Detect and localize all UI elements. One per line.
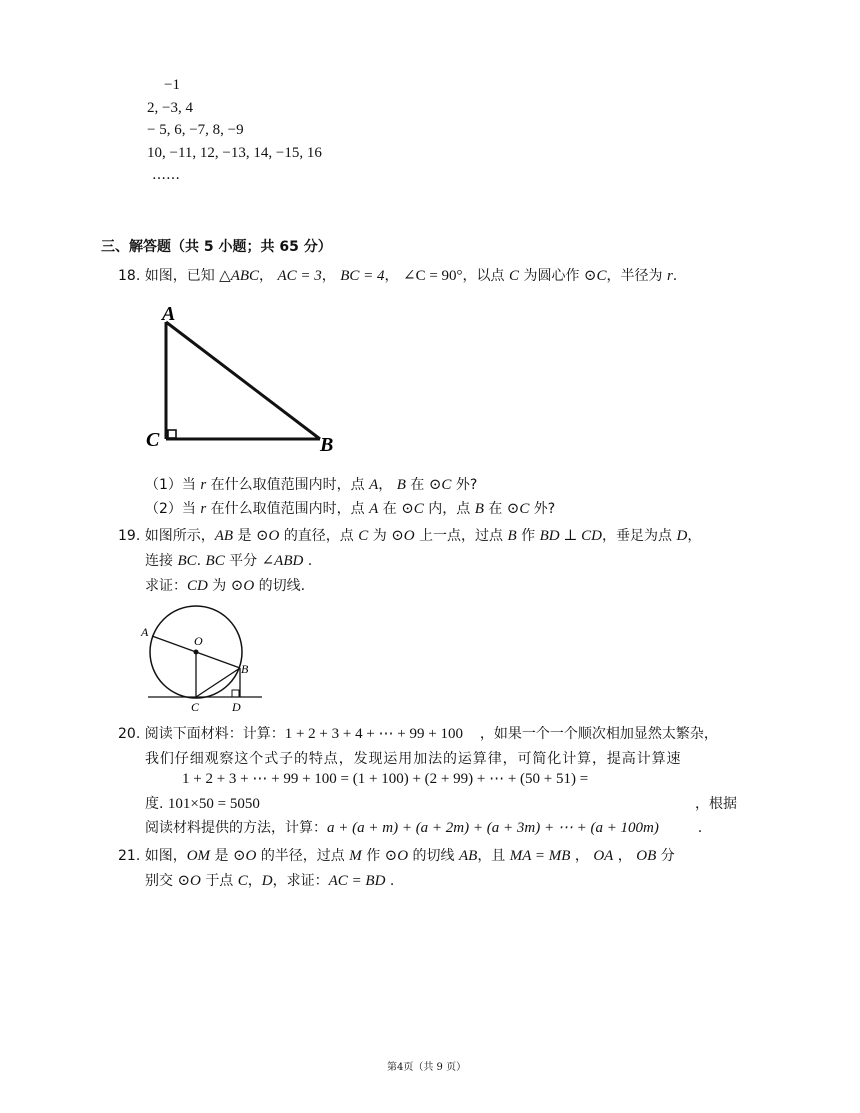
q20-text: ，如果一个一个顺次相加显然太繁杂， <box>479 726 718 742</box>
q19-math: D <box>676 528 688 544</box>
q21-math: MA = MB <box>509 848 571 864</box>
q21-math: M <box>349 848 362 864</box>
q18-math: AC = 3 <box>277 268 322 284</box>
q18-p1-math: ⊙C <box>428 477 452 493</box>
q19-math: BC <box>177 553 197 569</box>
q18-number: 18. <box>118 268 141 284</box>
q18-text: 如图，已知 <box>144 268 215 284</box>
q18-part-1 <box>145 474 477 494</box>
q20-text: 阅读下面材料：计算： <box>144 726 285 742</box>
q18-label-a: A <box>162 303 176 325</box>
q18-p1-math: r <box>200 477 207 493</box>
q18-right-angle-mark <box>168 430 176 438</box>
q21-text: 别交 <box>145 873 173 889</box>
q19-text: 如图所示， <box>144 528 215 544</box>
q18-figure-triangle <box>140 300 360 460</box>
q18-p1-text: （1）当 <box>145 477 196 493</box>
q19-label-o: O <box>194 634 203 648</box>
q20-math: 101×50 = 5050 <box>167 796 260 812</box>
q18-p2-math: ⊙C <box>401 501 424 517</box>
q18-math: ⊙C <box>583 268 607 284</box>
q20-number: 20. <box>118 726 141 742</box>
q18-math: △ABC <box>219 268 260 284</box>
q18-p1-math: A <box>369 477 379 493</box>
q20-line-1 <box>118 723 718 743</box>
q18-p2-text: （2）当 <box>145 501 196 517</box>
q19-text: ，垂足为点 <box>602 528 673 544</box>
q20-line-4 <box>145 793 745 813</box>
q19-math: ⊙O <box>230 578 255 594</box>
q19-number: 19. <box>118 528 141 544</box>
q19-math: BC <box>205 553 225 569</box>
q19-text: 的切线. <box>258 578 306 594</box>
q18-text: ， <box>321 268 336 284</box>
q21-math: AC = BD <box>328 873 386 889</box>
q18-p2-math: B <box>474 501 484 517</box>
q21-text: 的切线 <box>412 848 455 864</box>
q18-p1-text: 在什么取值范围内时，点 <box>210 477 365 493</box>
q18-label-b: B <box>320 434 334 456</box>
q19-math: B <box>507 528 517 544</box>
q21-math: ⊙O <box>177 873 201 889</box>
q21-text: 分 <box>660 848 675 864</box>
page-footer: 第4页（共 9 页） <box>387 1062 467 1073</box>
q18-text: . <box>672 268 678 284</box>
q21-math: D <box>261 873 273 889</box>
q20-line-2: 我们仔细观察这个式子的特点，发现运用加法的运算律，可简化计算，提高计算速 <box>145 751 682 767</box>
q19-label-b: B <box>241 662 249 676</box>
q19-line-2 <box>145 550 312 570</box>
q18-text: ，以点 <box>462 268 505 284</box>
q19-math: C <box>358 528 369 544</box>
q18-label-c: C <box>146 429 160 451</box>
q19-text: ， <box>687 528 702 544</box>
q20-math: a + (a + m) + (a + 2m) + (a + 3m) + ⋯ + (a + 100m) <box>327 820 659 836</box>
q21-math: AB <box>458 848 478 864</box>
q18-side-ab <box>166 322 320 439</box>
q18-p2-text: 在什么取值范围内时，点 <box>210 501 365 517</box>
q20-equation: 1 + 2 + 3 + ⋯ + 99 + 100 = (1 + 100) + (2 + 99) + ⋯ + (50 + 51) = <box>182 771 589 787</box>
q18-p2-math: r <box>200 501 207 517</box>
q21-text: 于点 <box>205 873 234 889</box>
q18-p1-math: B <box>396 477 406 493</box>
q19-text: 上一点，过点 <box>419 528 504 544</box>
q19-label-d: D <box>232 700 241 714</box>
q19-line-3 <box>145 575 305 595</box>
q21-math: OA <box>593 848 614 864</box>
q21-text: . <box>389 873 395 889</box>
q19-text: 平分 <box>229 553 258 569</box>
q21-text: ， <box>247 873 262 889</box>
q18-math: ∠C = 90° <box>403 268 463 284</box>
q21-math: ⊙O <box>232 848 257 864</box>
q21-text: 的半径，过点 <box>260 848 345 864</box>
q18-text: ，半径为 <box>606 268 663 284</box>
q18-p1-text: 外? <box>455 477 478 493</box>
q18-text: ， <box>259 268 274 284</box>
q21-line-1 <box>118 845 675 865</box>
q18-line <box>118 265 677 285</box>
q19-math: ∠ABD <box>261 553 304 569</box>
q19-math: ⊙O <box>391 528 415 544</box>
q19-line-1 <box>118 525 701 545</box>
q21-line-2 <box>145 870 394 890</box>
q19-text: . <box>307 553 313 569</box>
q19-math: AB <box>214 528 234 544</box>
q21-text: ， <box>574 848 589 864</box>
q19-figure-circle <box>138 602 268 714</box>
q21-math: ⊙O <box>384 848 409 864</box>
q19-math: ⊙O <box>255 528 280 544</box>
q19-text: 求证： <box>145 578 187 594</box>
q18-math: r <box>666 268 673 284</box>
q19-text: 的直径，点 <box>283 528 354 544</box>
q19-text: 作 <box>521 528 536 544</box>
section-title: 三、解答题（共 5 小题；共 65 分） <box>101 239 332 255</box>
q19-label-a: A <box>141 625 149 639</box>
q19-math: BD ⊥ CD <box>539 528 603 544</box>
q21-math: OB <box>636 848 657 864</box>
q21-text: ，求证： <box>272 873 329 889</box>
q19-right-angle-mark <box>232 690 239 697</box>
q18-p2-text: 在 <box>382 501 397 517</box>
q19-text: 是 <box>237 528 252 544</box>
q18-p2-math: A <box>369 501 379 517</box>
sequence-row-ellipsis: …… <box>152 167 180 183</box>
q18-text: 为圆心作 <box>523 268 580 284</box>
q21-math: C <box>237 873 248 889</box>
q18-part-2 <box>145 498 555 518</box>
q19-math: CD <box>187 578 208 594</box>
q21-text: ， <box>617 848 632 864</box>
q20-text: 阅读材料提供的方法，计算： <box>145 820 327 836</box>
q18-text: ， <box>384 268 399 284</box>
q20-text: 度. <box>145 796 164 812</box>
q21-text: 如图， <box>144 848 187 864</box>
q18-math: BC = 4 <box>340 268 385 284</box>
q18-p1-text: 在 <box>410 477 425 493</box>
q20-line-5 <box>145 817 702 837</box>
q19-center-dot <box>194 650 199 655</box>
q20-math: 1 + 2 + 3 + 4 + ⋯ + 99 + 100 <box>284 726 463 742</box>
q18-p2-text: 内，点 <box>428 501 471 517</box>
q18-p2-text: 外? <box>533 501 556 517</box>
q21-math: OM <box>186 848 211 864</box>
q19-label-c: C <box>191 700 200 714</box>
q18-math: C <box>508 268 519 284</box>
sequence-row-3: − 5, 6, −7, 8, −9 <box>147 122 244 138</box>
q20-text: ，根据 <box>695 796 737 812</box>
q21-text: ，且 <box>477 848 506 864</box>
sequence-row-1: −1 <box>164 77 180 93</box>
q21-text: 是 <box>214 848 229 864</box>
sequence-row-2: 2, −3, 4 <box>147 100 193 116</box>
q20-text: . <box>697 820 703 836</box>
q19-text: 为 <box>372 528 387 544</box>
q21-text: 作 <box>366 848 381 864</box>
q19-text: . <box>196 553 202 569</box>
q21-number: 21. <box>118 848 141 864</box>
q18-p2-text: 在 <box>488 501 503 517</box>
q18-p1-text: ， <box>378 477 393 493</box>
q18-p2-math: ⊙C <box>506 501 530 517</box>
q19-text: 为 <box>212 578 227 594</box>
sequence-row-4: 10, −11, 12, −13, 14, −15, 16 <box>147 145 322 161</box>
q19-text: 连接 <box>145 553 173 569</box>
